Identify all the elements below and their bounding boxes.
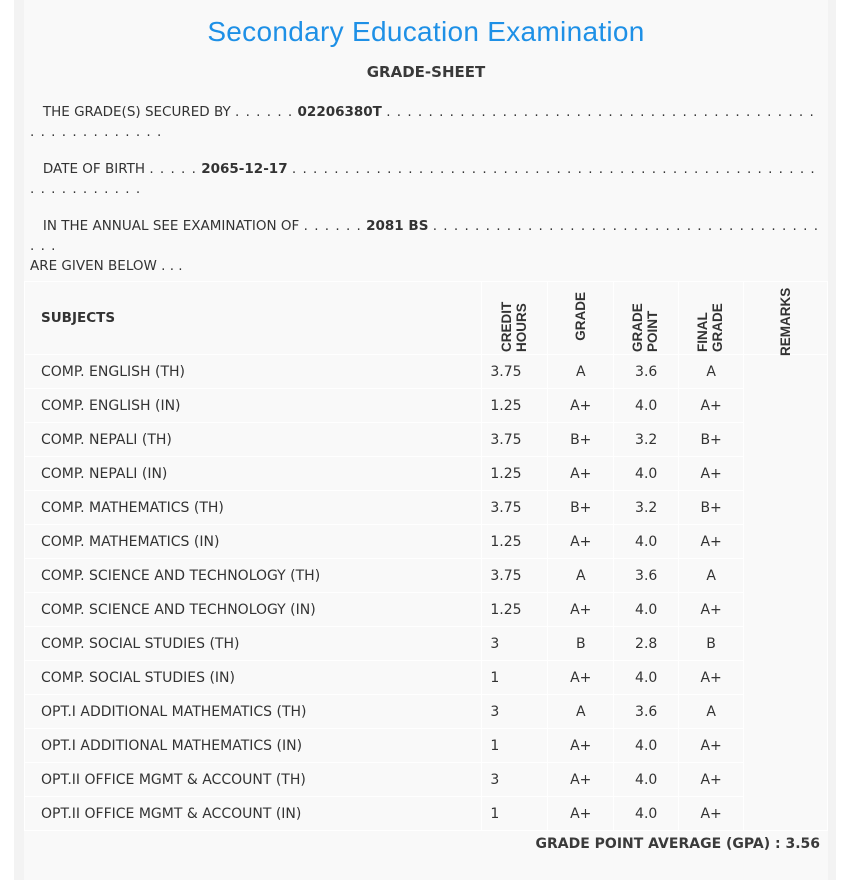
- cell-credit-hours: 3: [482, 763, 548, 797]
- table-row: [25, 423, 828, 457]
- table-row: [25, 457, 828, 491]
- cell-subject: COMP. SOCIAL STUDIES (TH): [25, 627, 482, 661]
- cell-final-grade: A+: [679, 763, 744, 797]
- gpa-summary: [536, 836, 821, 852]
- table-row: [25, 559, 828, 593]
- secured-by-line: THE GRADE(S) SECURED BY . . . . . . 02206380T . . . . . . . . . . . . . . . . . . . . . . . . . . . . . . . . . . . . . . . . . . . . . . . . . . . . . .: [30, 104, 815, 140]
- cell-subject: COMP. SOCIAL STUDIES (IN): [25, 661, 482, 695]
- cell-credit-hours: 1: [482, 729, 548, 763]
- cell-final-grade: A+: [679, 661, 744, 695]
- table-row: [25, 661, 828, 695]
- cell-subject: COMP. NEPALI (IN): [25, 457, 482, 491]
- cell-subject: OPT.I ADDITIONAL MATHEMATICS (TH): [25, 695, 482, 729]
- grades-table: [24, 281, 828, 831]
- table-row: [25, 389, 828, 423]
- dob-line: DATE OF BIRTH . . . . . 2065-12-17 . . . . . . . . . . . . . . . . . . . . . . . . . . . . . . . . . . . . . . . . . . . . . . . . . . . . . . . . . . . . .: [30, 161, 816, 197]
- cell-grade-point: 4.0: [614, 763, 679, 797]
- cell-grade-point: 4.0: [614, 593, 679, 627]
- cell-credit-hours: 1: [482, 661, 548, 695]
- cell-grade: A+: [548, 457, 614, 491]
- cell-credit-hours: 1: [482, 797, 548, 831]
- cell-subject: COMP. ENGLISH (IN): [25, 389, 482, 423]
- header-subjects: SUBJECTS: [25, 282, 482, 355]
- cell-subject: OPT.II OFFICE MGMT & ACCOUNT (IN): [25, 797, 482, 831]
- cell-grade: B+: [548, 423, 614, 457]
- header-credit-hours: [482, 282, 548, 355]
- cell-grade: A+: [548, 729, 614, 763]
- cell-grade-point: 3.6: [614, 695, 679, 729]
- header-remarks-text: REMARKS: [778, 287, 794, 356]
- cell-grade-point: 4.0: [614, 729, 679, 763]
- cell-credit-hours: 3: [482, 627, 548, 661]
- cell-credit-hours: 1.25: [482, 457, 548, 491]
- gpa-value: 3.56: [785, 836, 820, 852]
- cell-grade-point: 3.6: [614, 355, 679, 389]
- cell-grade-point: 3.6: [614, 559, 679, 593]
- header-grade: [548, 282, 614, 355]
- grade-sheet-panel: [24, 0, 828, 880]
- table-row: [25, 491, 828, 525]
- secured-by-label: THE GRADE(S) SECURED BY: [42, 104, 231, 120]
- cell-grade-point: 4.0: [614, 661, 679, 695]
- page-title: Secondary Education Examination: [207, 16, 645, 47]
- dob-label: DATE OF BIRTH: [42, 161, 146, 177]
- cell-subject: COMP. SCIENCE AND TECHNOLOGY (IN): [25, 593, 482, 627]
- cell-grade: B+: [548, 491, 614, 525]
- cell-grade: A+: [548, 661, 614, 695]
- cell-grade: A+: [548, 525, 614, 559]
- cell-grade: A: [548, 695, 614, 729]
- table-row: [25, 525, 828, 559]
- cell-credit-hours: 1.25: [482, 525, 548, 559]
- cell-credit-hours: 3: [482, 695, 548, 729]
- cell-final-grade: A: [679, 559, 744, 593]
- cell-grade-point: 4.0: [614, 797, 679, 831]
- cell-final-grade: B+: [679, 491, 744, 525]
- table-row: [25, 627, 828, 661]
- cell-grade: A: [548, 559, 614, 593]
- exam-label: IN THE ANNUAL SEE EXAMINATION OF: [42, 218, 300, 234]
- cell-remarks: [744, 355, 828, 831]
- dob-value: 2065-12-17: [201, 161, 288, 177]
- exam-year: 2081 BS: [366, 218, 429, 234]
- header-final-grade-text: FINAL GRADE: [695, 303, 726, 352]
- cell-final-grade: A+: [679, 593, 744, 627]
- cell-grade-point: 2.8: [614, 627, 679, 661]
- page-subtitle: GRADE-SHEET: [366, 63, 486, 81]
- cell-final-grade: A+: [679, 389, 744, 423]
- cell-grade-point: 4.0: [614, 457, 679, 491]
- cell-final-grade: A: [679, 355, 744, 389]
- cell-grade-point: 3.2: [614, 423, 679, 457]
- symbol-number: 02206380T: [297, 104, 382, 120]
- cell-final-grade: B: [679, 627, 744, 661]
- cell-grade-point: 4.0: [614, 525, 679, 559]
- cell-subject: COMP. ENGLISH (TH): [25, 355, 482, 389]
- table-row: [25, 729, 828, 763]
- cell-grade-point: 4.0: [614, 389, 679, 423]
- cell-credit-hours: 1.25: [482, 389, 548, 423]
- cell-credit-hours: 3.75: [482, 355, 548, 389]
- table-row: [25, 355, 828, 389]
- table-header-row: [25, 282, 828, 355]
- header-remarks: [744, 282, 828, 355]
- cell-credit-hours: 3.75: [482, 559, 548, 593]
- cell-subject: COMP. SCIENCE AND TECHNOLOGY (TH): [25, 559, 482, 593]
- cell-credit-hours: 3.75: [482, 491, 548, 525]
- cell-subject: OPT.I ADDITIONAL MATHEMATICS (IN): [25, 729, 482, 763]
- cell-grade: A+: [548, 389, 614, 423]
- cell-final-grade: A: [679, 695, 744, 729]
- cell-grade-point: 3.2: [614, 491, 679, 525]
- cell-grade: A+: [548, 797, 614, 831]
- header-credit-hours-text: CREDIT HOURS: [498, 301, 529, 352]
- header-grade-text: GRADE: [573, 291, 589, 341]
- cell-credit-hours: 1.25: [482, 593, 548, 627]
- cell-grade: A+: [548, 593, 614, 627]
- table-row: [25, 593, 828, 627]
- table-row: [25, 763, 828, 797]
- cell-subject: COMP. NEPALI (TH): [25, 423, 482, 457]
- header-grade-point-text: GRADE POINT: [630, 303, 661, 352]
- cell-final-grade: A+: [679, 729, 744, 763]
- cell-subject: COMP. MATHEMATICS (TH): [25, 491, 482, 525]
- cell-subject: OPT.II OFFICE MGMT & ACCOUNT (TH): [25, 763, 482, 797]
- cell-final-grade: B+: [679, 423, 744, 457]
- header-final-grade: [679, 282, 744, 355]
- cell-credit-hours: 3.75: [482, 423, 548, 457]
- exam-line: IN THE ANNUAL SEE EXAMINATION OF . . . . . . 2081 BS . . . . . . . . . . . . . . . . . . . . . . . . . . . . . . . . . . . . . . . . ARE GIVEN BELOW . . .: [30, 218, 819, 274]
- table-row: [25, 695, 828, 729]
- cell-grade: B: [548, 627, 614, 661]
- header-grade-point: [614, 282, 679, 355]
- cell-final-grade: A+: [679, 797, 744, 831]
- gpa-label: GRADE POINT AVERAGE (GPA) :: [535, 836, 781, 852]
- cell-final-grade: A+: [679, 457, 744, 491]
- table-row: [25, 797, 828, 831]
- cell-grade: A+: [548, 763, 614, 797]
- cell-grade: A: [548, 355, 614, 389]
- given-below-text: ARE GIVEN BELOW . . .: [30, 258, 183, 274]
- cell-final-grade: A+: [679, 525, 744, 559]
- cell-subject: COMP. MATHEMATICS (IN): [25, 525, 482, 559]
